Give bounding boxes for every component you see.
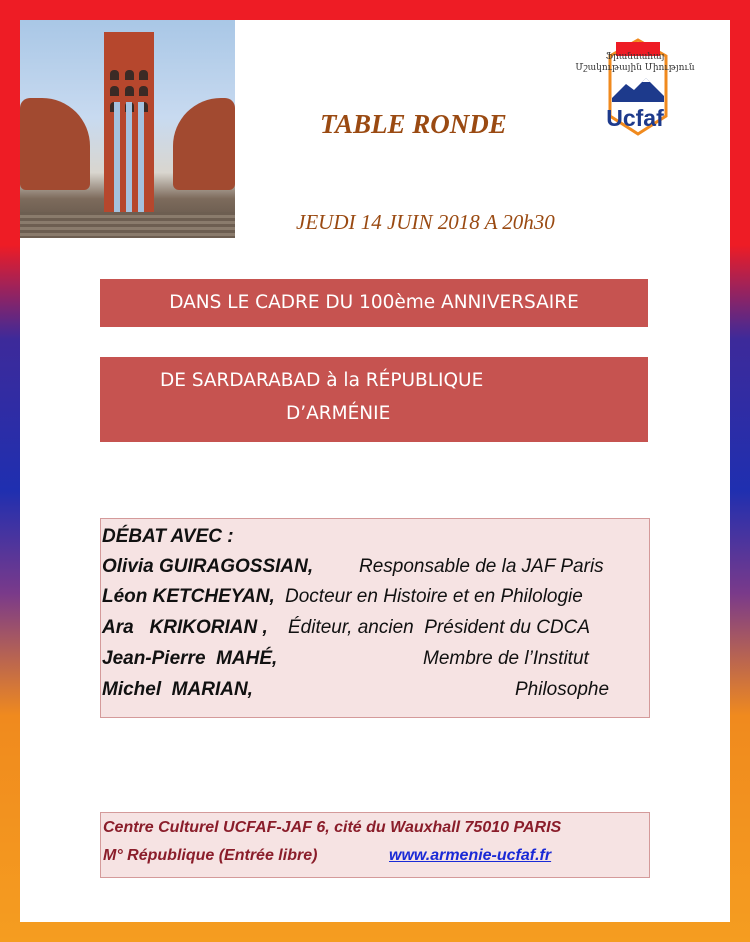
tower-slot	[114, 102, 120, 217]
bell-icon	[139, 70, 148, 80]
speaker-role: Membre de l’Institut	[423, 648, 589, 669]
ucfaf-logo	[550, 38, 720, 136]
speaker-name: Michel MARIAN,	[102, 679, 253, 700]
republic-banner	[100, 357, 648, 442]
speaker-name: Ara KRIKORIAN ,	[102, 617, 268, 638]
logo-text-line2: Մշակութային Միություն	[575, 63, 695, 73]
bell-row-middle	[110, 86, 148, 96]
anniversary-banner: DANS LE CADRE DU 100ème ANNIVERSAIRE	[100, 279, 648, 327]
speaker-role: Responsable de la JAF Paris	[359, 556, 604, 577]
speaker-name: Jean-Pierre MAHÉ,	[102, 648, 278, 669]
winged-bull-statue-left	[20, 98, 90, 190]
debate-panel	[100, 518, 650, 718]
logo-name: Ucfaf	[606, 105, 664, 131]
bell-icon	[110, 86, 119, 96]
website-link[interactable]: www.armenie-ucfaf.fr	[389, 847, 552, 864]
logo-armenian-text	[550, 52, 720, 74]
event-title: TABLE RONDE	[320, 109, 507, 139]
republic-banner-line1: DE SARDARABAD à la RÉPUBLIQUE	[160, 370, 484, 391]
debate-heading: DÉBAT AVEC :	[102, 526, 234, 547]
bell-icon	[110, 70, 119, 80]
logo-text-line1: Ֆրանսահայ	[605, 52, 665, 62]
bell-icon	[125, 86, 134, 96]
sardarabad-memorial-photo	[20, 20, 235, 238]
venue-panel	[100, 812, 650, 878]
event-date: JEUDI 14 JUIN 2018 A 20h30	[296, 210, 555, 234]
tower-slot	[138, 102, 144, 217]
republic-banner-line2: D’ARMÉNIE	[286, 403, 391, 424]
speaker-role: Éditeur, ancien Président du CDCA	[288, 617, 591, 638]
speaker-name: Olivia GUIRAGOSSIAN,	[102, 556, 314, 577]
bell-icon	[125, 70, 134, 80]
speaker-role: Docteur en Histoire et en Philologie	[285, 586, 583, 607]
bell-icon	[139, 86, 148, 96]
winged-bull-statue-right	[173, 98, 235, 190]
speaker-role: Philosophe	[515, 679, 610, 700]
venue-address: Centre Culturel UCFAF-JAF 6, cité du Wauxhall 75010 PARIS	[103, 819, 562, 836]
speaker-name: Léon KETCHEYAN,	[102, 586, 275, 607]
memorial-steps	[20, 212, 235, 238]
flyer-page	[20, 20, 730, 922]
bell-tower	[104, 32, 154, 222]
venue-metro: M° République (Entrée libre)	[103, 847, 318, 864]
tower-slot	[126, 102, 132, 217]
bell-row-top	[110, 70, 148, 80]
